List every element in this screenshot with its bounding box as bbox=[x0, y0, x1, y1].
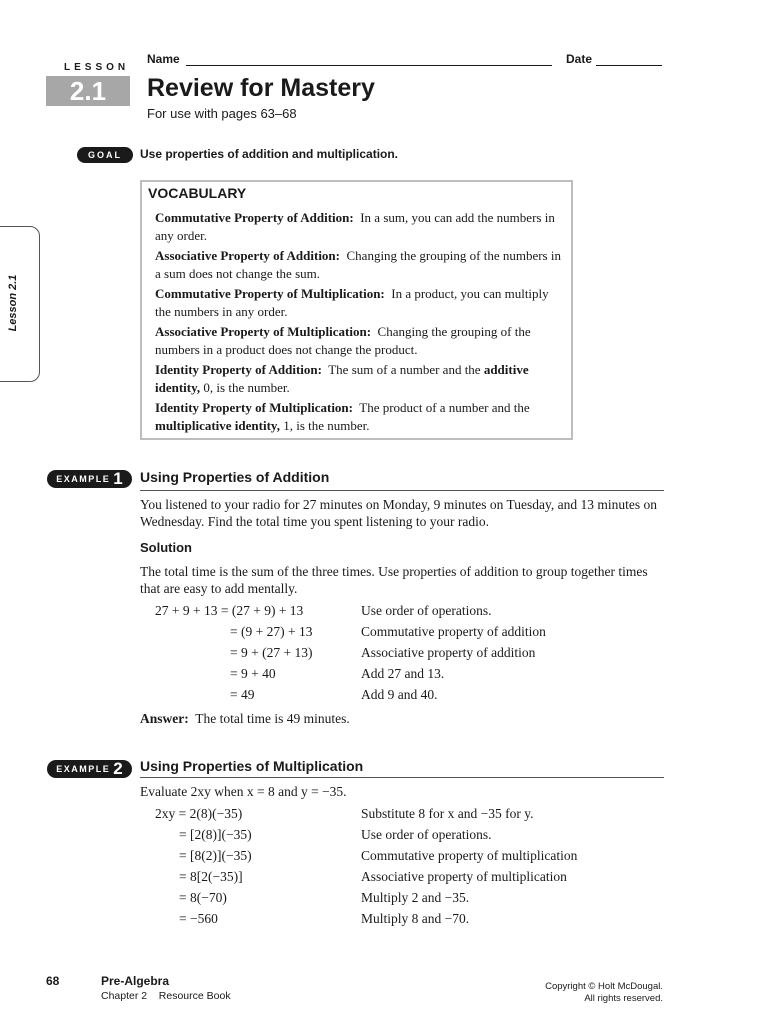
equation-reason: Substitute 8 for x and −35 for y. bbox=[361, 806, 534, 821]
equation-reason: Multiply 8 and −70. bbox=[361, 911, 470, 926]
example-1-problem: You listened to your radio for 27 minutes on Monday, 9 minutes on Tuesday, and 13 minutes on Wednesday. Find the total time you spent listening to your radio. bbox=[140, 497, 657, 529]
solution-text: The total time is the sum of the three times. Use properties of addition to group together times that are easy to add mentally. bbox=[140, 564, 648, 596]
example-number: 1 bbox=[113, 469, 123, 488]
copyright-line: All rights reserved. bbox=[584, 993, 663, 1004]
solution-heading: Solution bbox=[140, 540, 192, 555]
vocab-term: Identity Property of Addition: bbox=[155, 362, 322, 377]
equation-reason: Use order of operations. bbox=[361, 827, 492, 842]
equation-reason: Use order of operations. bbox=[361, 603, 492, 618]
equation-expression: = 8(−70) bbox=[179, 890, 227, 905]
side-tab bbox=[0, 226, 40, 382]
equation-reason: Associative property of addition bbox=[361, 645, 536, 660]
vocab-definition: 1, is the number. bbox=[283, 417, 370, 433]
vocab-item bbox=[155, 361, 565, 396]
vocab-definition: The product of a number and the bbox=[359, 400, 530, 415]
goal-badge: GOAL bbox=[77, 147, 133, 163]
equation-expression: = 9 + (27 + 13) bbox=[230, 645, 313, 660]
equation-reason: Commutative property of addition bbox=[361, 624, 546, 639]
vocabulary-list bbox=[155, 209, 565, 437]
vocab-definition: 0, is the number. bbox=[203, 379, 290, 395]
vocab-definition: The sum of a number and the bbox=[328, 362, 481, 377]
date-label: Date bbox=[566, 52, 593, 66]
copyright bbox=[500, 981, 663, 1005]
lesson-label: LESSON bbox=[64, 62, 130, 73]
date-field-line[interactable] bbox=[596, 65, 662, 66]
equation-expression: = 9 + 40 bbox=[230, 666, 276, 681]
vocab-term: Associative Property of Addition: bbox=[155, 248, 340, 263]
vocab-term-secondary: multiplicative identity, bbox=[155, 417, 280, 433]
name-label: Name bbox=[147, 52, 180, 66]
vocab-term-secondary: additive identity, bbox=[155, 362, 529, 395]
example-2-prompt: Evaluate 2xy when x = 8 and y = −35. bbox=[140, 784, 347, 799]
vocab-term: Commutative Property of Addition: bbox=[155, 210, 354, 225]
vocab-item bbox=[155, 323, 565, 358]
vocab-definition: In a product, you can multiply the numbers in any order. bbox=[155, 286, 549, 319]
vocabulary-heading: VOCABULARY bbox=[148, 185, 247, 201]
answer-text: The total time is 49 minutes. bbox=[195, 711, 350, 726]
equation-reason: Commutative property of multiplication bbox=[361, 848, 578, 863]
equation-expression: = (9 + 27) + 13 bbox=[230, 624, 313, 639]
example-number: 2 bbox=[113, 759, 123, 778]
example-2-badge bbox=[47, 760, 132, 778]
equation-expression: 2xy = 2(8)(−35) bbox=[155, 806, 243, 821]
vocab-item bbox=[155, 399, 565, 434]
vocab-term: Identity Property of Multiplication: bbox=[155, 400, 353, 415]
example-1-title: Using Properties of Addition bbox=[140, 469, 330, 485]
equation-reason: Add 27 and 13. bbox=[361, 666, 445, 681]
example-label: EXAMPLE bbox=[56, 474, 111, 484]
equation-expression: 27 + 9 + 13 = (27 + 9) + 13 bbox=[155, 603, 304, 618]
example-1-divider bbox=[140, 490, 664, 491]
vocab-definition: Changing the grouping of the numbers in a sum does not change the sum. bbox=[155, 248, 561, 281]
equation-expression: = −560 bbox=[179, 911, 218, 926]
side-tab-label: Lesson 2.1 bbox=[7, 274, 19, 332]
name-field-line[interactable] bbox=[186, 65, 552, 66]
vocab-term: Associative Property of Multiplication: bbox=[155, 324, 372, 339]
vocab-item bbox=[155, 209, 565, 244]
example-2-divider bbox=[140, 777, 664, 778]
copyright-line: Copyright © Holt McDougal. bbox=[545, 981, 663, 992]
equation-reason: Multiply 2 and −35. bbox=[361, 890, 470, 905]
book-title: Pre-Algebra bbox=[101, 974, 170, 988]
example-2-title: Using Properties of Multiplication bbox=[140, 758, 364, 774]
equation-expression: = 8[2(−35)] bbox=[179, 869, 243, 884]
example-label: EXAMPLE bbox=[56, 764, 111, 774]
vocab-item bbox=[155, 285, 565, 320]
answer-line bbox=[140, 711, 350, 727]
equation-expression: = [8(2)](−35) bbox=[179, 848, 252, 863]
equation-reason: Add 9 and 40. bbox=[361, 687, 438, 702]
equation-expression: = 49 bbox=[230, 687, 255, 702]
chapter-label: Chapter 2 Resource Book bbox=[101, 990, 231, 1002]
vocab-definition: In a sum, you can add the numbers in any order. bbox=[155, 210, 555, 243]
lesson-number-badge: 2.1 bbox=[46, 76, 130, 106]
vocab-item bbox=[155, 247, 565, 282]
goal-text: Use properties of addition and multiplication. bbox=[140, 147, 399, 161]
answer-label: Answer: bbox=[140, 711, 189, 726]
vocab-definition: Changing the grouping of the numbers in a product does not change the product. bbox=[155, 324, 531, 357]
example-1-badge bbox=[47, 470, 132, 488]
equation-reason: Associative property of multiplication bbox=[361, 869, 567, 884]
vocab-term: Commutative Property of Multiplication: bbox=[155, 286, 385, 301]
page-number: 68 bbox=[46, 974, 60, 988]
equation-expression: = [2(8)](−35) bbox=[179, 827, 252, 842]
page-title: Review for Mastery bbox=[147, 74, 375, 102]
page-subtitle: For use with pages 63–68 bbox=[147, 106, 297, 121]
